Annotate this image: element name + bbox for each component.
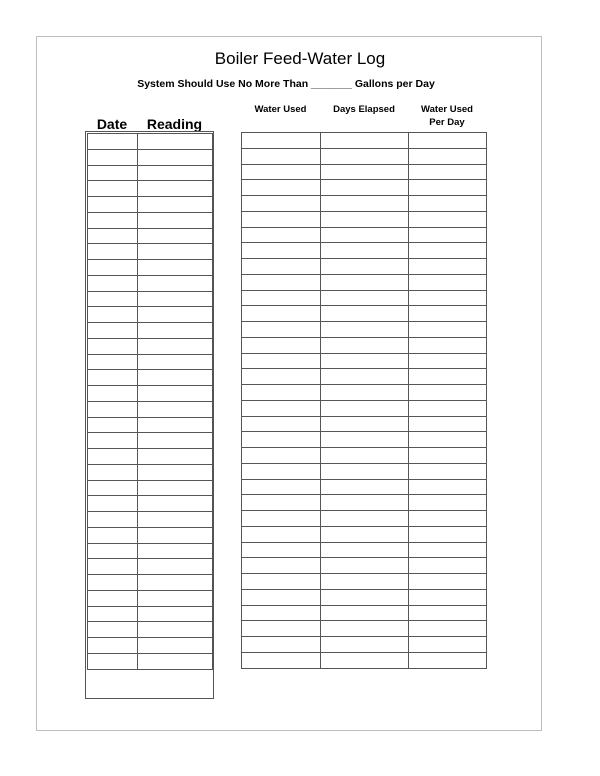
table-row [242,180,487,196]
table-row [88,260,213,276]
table-row [88,149,213,165]
table-row [242,589,487,605]
date-cell[interactable] [88,197,138,213]
water-used-cell[interactable] [242,148,321,164]
water-used-per-day-cell[interactable] [409,542,487,558]
reading-cell[interactable] [138,275,213,291]
water-used-cell[interactable] [242,574,321,590]
date-cell[interactable] [88,543,138,559]
table-row [88,291,213,307]
reading-cell[interactable] [138,496,213,512]
table-row [242,432,487,448]
water-used-cell[interactable] [242,400,321,416]
table-row [88,496,213,512]
usage-limit-note: System Should Use No More Than _______ Gallons per Day [137,78,435,90]
days-elapsed-cell[interactable] [321,353,409,369]
water-used-per-day-cell[interactable] [409,196,487,212]
date-cell[interactable] [88,244,138,260]
water-used-cell[interactable] [242,558,321,574]
date-cell[interactable] [88,449,138,465]
water-used-per-day-cell[interactable] [409,148,487,164]
water-used-cell[interactable] [242,637,321,653]
table-row [242,621,487,637]
table-row [88,228,213,244]
days-elapsed-cell[interactable] [321,306,409,322]
date-cell[interactable] [88,338,138,354]
days-elapsed-cell[interactable] [321,589,409,605]
water-used-cell[interactable] [242,589,321,605]
water-used-cell[interactable] [242,463,321,479]
table-row [88,606,213,622]
water-used-per-day-cell[interactable] [409,274,487,290]
water-used-cell[interactable] [242,495,321,511]
days-elapsed-cell[interactable] [321,322,409,338]
water-used-per-day-cell[interactable] [409,369,487,385]
date-cell[interactable] [88,149,138,165]
water-used-cell[interactable] [242,337,321,353]
days-elapsed-column-header: Days Elapsed [333,104,395,115]
table-row [242,574,487,590]
water-used-per-day-cell[interactable] [409,400,487,416]
date-cell[interactable] [88,496,138,512]
reading-cell[interactable] [138,370,213,386]
water-used-per-day-cell[interactable] [409,322,487,338]
water-used-per-day-cell[interactable] [409,180,487,196]
reading-cell[interactable] [138,228,213,244]
water-usage-table [241,132,487,669]
water-used-cell[interactable] [242,243,321,259]
water-used-cell[interactable] [242,526,321,542]
table-row [242,637,487,653]
table-row [88,244,213,260]
days-elapsed-cell[interactable] [321,558,409,574]
days-elapsed-cell[interactable] [321,448,409,464]
reading-cell[interactable] [138,543,213,559]
water-used-cell[interactable] [242,290,321,306]
days-elapsed-cell[interactable] [321,511,409,527]
water-used-cell[interactable] [242,322,321,338]
reading-cell[interactable] [138,464,213,480]
page-title: Boiler Feed-Water Log [214,49,386,68]
water-used-per-day-cell[interactable] [409,589,487,605]
water-used-per-day-cell[interactable] [409,337,487,353]
date-cell[interactable] [88,354,138,370]
date-cell[interactable] [88,291,138,307]
table-row [242,306,487,322]
table-row [88,197,213,213]
table-row [88,512,213,528]
table-row [242,511,487,527]
days-elapsed-cell[interactable] [321,274,409,290]
water-used-per-day-cell[interactable] [409,526,487,542]
water-used-per-day-cell[interactable] [409,259,487,275]
date-cell[interactable] [88,228,138,244]
water-used-cell[interactable] [242,542,321,558]
table-row [242,133,487,149]
table-row [242,164,487,180]
table-row [88,338,213,354]
days-elapsed-cell[interactable] [321,133,409,149]
water-used-per-day-cell[interactable] [409,574,487,590]
water-used-per-day-cell[interactable] [409,621,487,637]
table-row [88,527,213,543]
date-cell[interactable] [88,386,138,402]
table-row [88,134,213,150]
table-row [242,416,487,432]
table-row [242,148,487,164]
reading-cell[interactable] [138,622,213,638]
water-used-per-day-cell[interactable] [409,511,487,527]
days-elapsed-cell[interactable] [321,416,409,432]
date-cell[interactable] [88,260,138,276]
date-cell[interactable] [88,480,138,496]
water-used-per-day-cell[interactable] [409,164,487,180]
days-elapsed-cell[interactable] [321,574,409,590]
date-cell[interactable] [88,653,138,669]
water-used-per-day-cell[interactable] [409,432,487,448]
table-row [88,401,213,417]
table-row [88,638,213,654]
table-row [88,449,213,465]
days-elapsed-cell[interactable] [321,290,409,306]
reading-cell[interactable] [138,212,213,228]
days-elapsed-cell[interactable] [321,148,409,164]
table-row [88,590,213,606]
table-row [242,274,487,290]
water-used-per-day-header-line1: Water Used [421,104,473,115]
reading-column-header: Reading [146,116,203,132]
table-row [88,433,213,449]
table-row [88,165,213,181]
reading-cell[interactable] [138,449,213,465]
water-used-cell[interactable] [242,652,321,668]
water-used-per-day-cell[interactable] [409,558,487,574]
water-used-cell[interactable] [242,479,321,495]
water-used-per-day-cell[interactable] [409,133,487,149]
table-row [242,211,487,227]
table-row [242,243,487,259]
table-row [242,259,487,275]
table-row [88,212,213,228]
water-used-per-day-cell[interactable] [409,463,487,479]
reading-cell[interactable] [138,307,213,323]
date-cell[interactable] [88,165,138,181]
reading-cell[interactable] [138,134,213,150]
date-cell[interactable] [88,575,138,591]
days-elapsed-cell[interactable] [321,385,409,401]
table-row [88,354,213,370]
reading-cell[interactable] [138,338,213,354]
water-used-per-day-cell[interactable] [409,385,487,401]
water-used-cell[interactable] [242,353,321,369]
days-elapsed-cell[interactable] [321,605,409,621]
reading-cell[interactable] [138,401,213,417]
days-elapsed-cell[interactable] [321,180,409,196]
date-reading-table [87,133,213,670]
days-elapsed-cell[interactable] [321,495,409,511]
days-elapsed-cell[interactable] [321,479,409,495]
date-cell[interactable] [88,323,138,339]
water-used-per-day-cell[interactable] [409,652,487,668]
table-row [242,353,487,369]
water-used-per-day-cell[interactable] [409,605,487,621]
days-elapsed-cell[interactable] [321,227,409,243]
days-elapsed-cell[interactable] [321,164,409,180]
table-row [88,307,213,323]
water-used-per-day-cell[interactable] [409,495,487,511]
days-elapsed-cell[interactable] [321,196,409,212]
water-used-per-day-cell[interactable] [409,637,487,653]
reading-cell[interactable] [138,417,213,433]
table-row [88,559,213,575]
table-row [88,575,213,591]
water-used-cell[interactable] [242,259,321,275]
table-row [242,463,487,479]
water-used-per-day-cell[interactable] [409,243,487,259]
water-used-cell[interactable] [242,621,321,637]
days-elapsed-cell[interactable] [321,621,409,637]
reading-cell[interactable] [138,323,213,339]
date-cell[interactable] [88,275,138,291]
days-elapsed-cell[interactable] [321,400,409,416]
date-cell[interactable] [88,212,138,228]
water-used-per-day-cell[interactable] [409,290,487,306]
table-row [242,322,487,338]
table-row [88,622,213,638]
reading-cell[interactable] [138,181,213,197]
water-used-cell[interactable] [242,196,321,212]
table-row [242,196,487,212]
table-row [242,385,487,401]
reading-cell[interactable] [138,149,213,165]
date-cell[interactable] [88,417,138,433]
table-row [242,605,487,621]
reading-cell[interactable] [138,260,213,276]
water-used-per-day-cell[interactable] [409,448,487,464]
water-used-cell[interactable] [242,133,321,149]
reading-cell[interactable] [138,386,213,402]
water-used-cell[interactable] [242,511,321,527]
table-row [242,290,487,306]
table-row [88,370,213,386]
days-elapsed-cell[interactable] [321,259,409,275]
table-row [88,480,213,496]
reading-cell[interactable] [138,480,213,496]
reading-cell[interactable] [138,590,213,606]
days-elapsed-cell[interactable] [321,542,409,558]
water-used-cell[interactable] [242,385,321,401]
reading-cell[interactable] [138,197,213,213]
reading-cell[interactable] [138,512,213,528]
table-row [88,653,213,669]
table-row [88,181,213,197]
reading-cell[interactable] [138,354,213,370]
water-used-cell[interactable] [242,416,321,432]
water-used-per-day-cell[interactable] [409,306,487,322]
days-elapsed-cell[interactable] [321,243,409,259]
table-row [242,542,487,558]
date-cell[interactable] [88,464,138,480]
date-cell[interactable] [88,307,138,323]
table-row [242,400,487,416]
water-used-cell[interactable] [242,306,321,322]
water-used-per-day-cell[interactable] [409,227,487,243]
days-elapsed-cell[interactable] [321,463,409,479]
table-row [88,543,213,559]
water-used-cell[interactable] [242,605,321,621]
table-row [242,558,487,574]
water-used-cell[interactable] [242,211,321,227]
water-used-per-day-cell[interactable] [409,353,487,369]
days-elapsed-cell[interactable] [321,337,409,353]
reading-cell[interactable] [138,559,213,575]
water-used-per-day-header-line2: Per Day [429,117,465,128]
table-row [242,227,487,243]
table-row [242,448,487,464]
date-cell[interactable] [88,433,138,449]
date-cell[interactable] [88,401,138,417]
water-used-cell[interactable] [242,164,321,180]
table-row [88,275,213,291]
reading-cell[interactable] [138,638,213,654]
date-cell[interactable] [88,181,138,197]
date-cell[interactable] [88,606,138,622]
days-elapsed-cell[interactable] [321,211,409,227]
days-elapsed-cell[interactable] [321,526,409,542]
water-used-cell[interactable] [242,448,321,464]
water-used-cell[interactable] [242,180,321,196]
date-cell[interactable] [88,134,138,150]
table-row [242,652,487,668]
days-elapsed-cell[interactable] [321,432,409,448]
water-used-per-day-cell[interactable] [409,416,487,432]
date-cell[interactable] [88,559,138,575]
date-cell[interactable] [88,638,138,654]
date-cell[interactable] [88,622,138,638]
table-row [242,479,487,495]
water-used-cell[interactable] [242,227,321,243]
date-cell[interactable] [88,512,138,528]
water-used-cell[interactable] [242,432,321,448]
table-row [242,369,487,385]
table-row [88,323,213,339]
reading-cell[interactable] [138,291,213,307]
water-used-per-day-cell[interactable] [409,479,487,495]
date-cell[interactable] [88,590,138,606]
days-elapsed-cell[interactable] [321,652,409,668]
water-used-per-day-column-header [408,103,486,129]
reading-cell[interactable] [138,165,213,181]
table-row [242,495,487,511]
reading-cell[interactable] [138,527,213,543]
table-row [242,526,487,542]
reading-cell[interactable] [138,653,213,669]
water-used-cell[interactable] [242,369,321,385]
table-row [88,464,213,480]
reading-cell[interactable] [138,575,213,591]
table-row [88,417,213,433]
date-cell[interactable] [88,527,138,543]
date-column-header: Date [96,116,128,132]
reading-cell[interactable] [138,244,213,260]
reading-cell[interactable] [138,433,213,449]
water-used-per-day-cell[interactable] [409,211,487,227]
reading-cell[interactable] [138,606,213,622]
water-used-column-header: Water Used [254,104,307,115]
days-elapsed-cell[interactable] [321,369,409,385]
days-elapsed-cell[interactable] [321,637,409,653]
table-row [242,337,487,353]
date-cell[interactable] [88,370,138,386]
table-row [88,386,213,402]
water-used-cell[interactable] [242,274,321,290]
